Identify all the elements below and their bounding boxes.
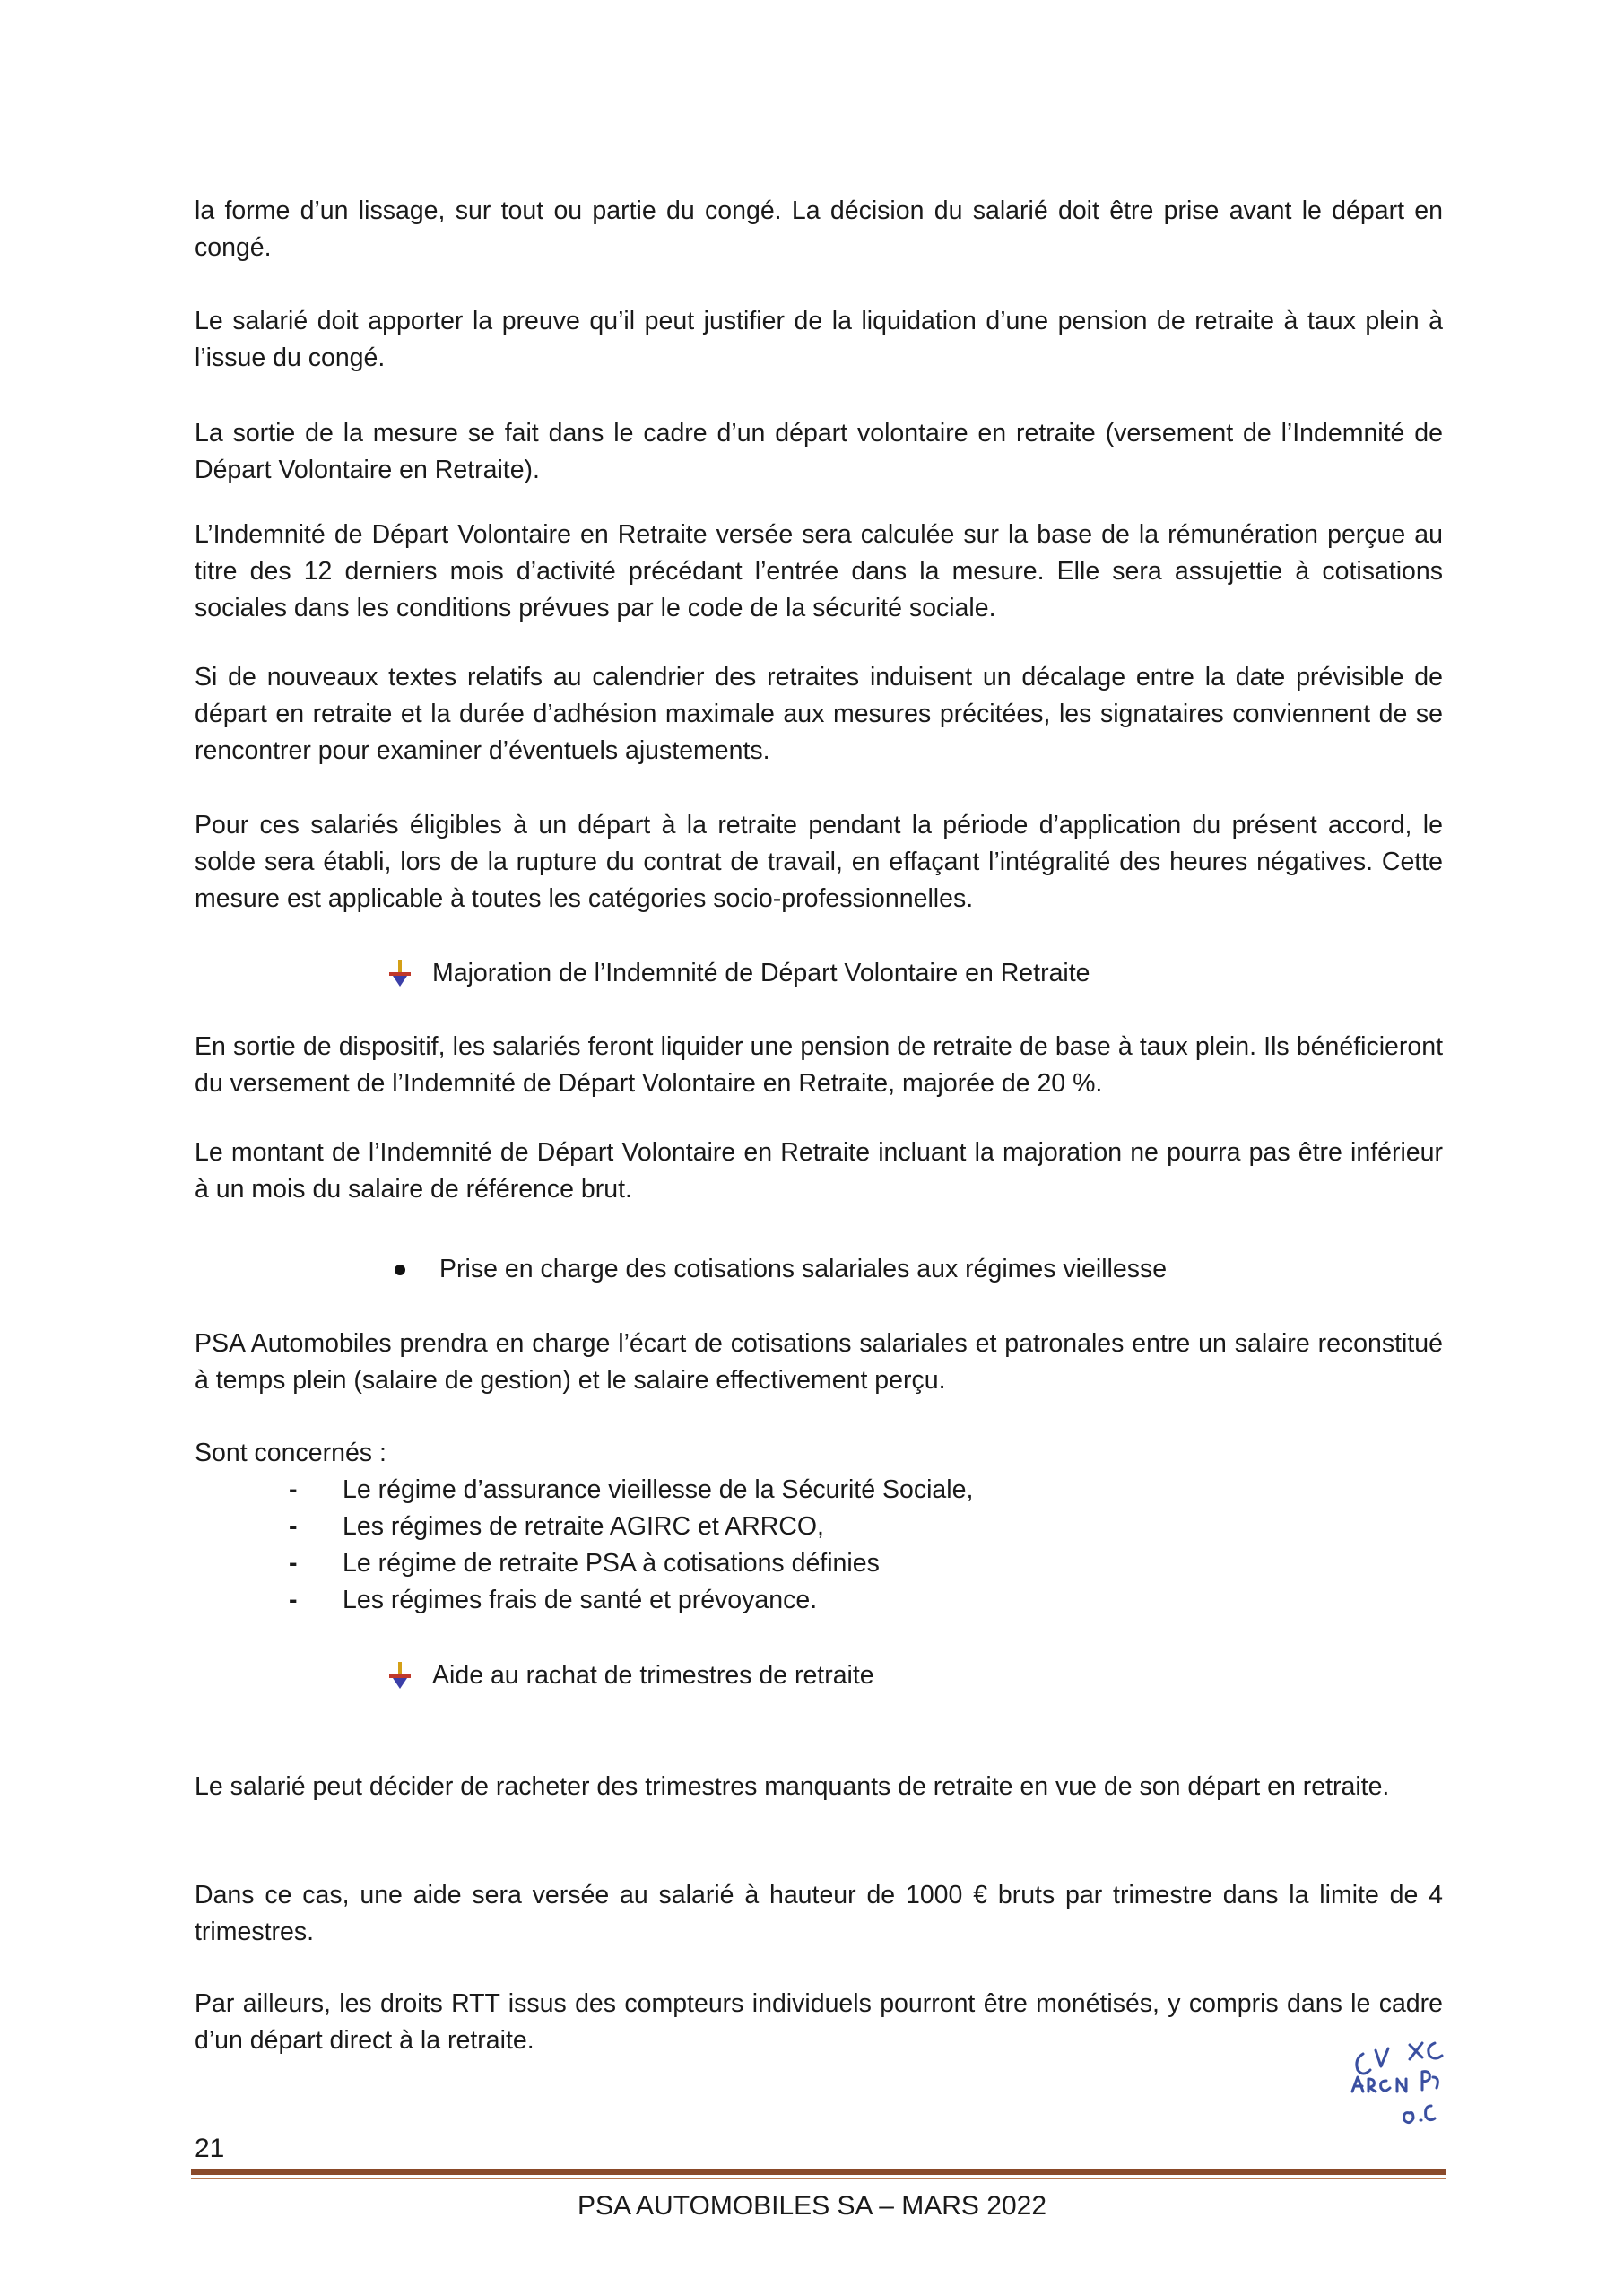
section-heading-cotisations bbox=[395, 1251, 1167, 1288]
paragraph: la forme d’un lissage, sur tout ou partie du congé. La décision du salarié doit être prise avant le départ en congé. bbox=[195, 196, 1443, 262]
paragraph: Le salarié peut décider de racheter des trimestres manquants de retraite en vue de son départ en retraite. bbox=[195, 1772, 1390, 1801]
footer-text: PSA AUTOMOBILES SA – MARS 2022 bbox=[577, 2191, 1047, 2221]
section-heading-text: Aide au rachat de trimestres de retraite bbox=[432, 1661, 874, 1690]
section-heading-text: Prise en charge des cotisations salariales aux régimes vieillesse bbox=[439, 1255, 1168, 1283]
paragraph: Le salarié doit apporter la preuve qu’il peut justifier de la liquidation d’une pension de retraite à taux plein à l’issue du congé. bbox=[195, 307, 1443, 372]
section-heading-text: Majoration de l’Indemnité de Départ Volontaire en Retraite bbox=[432, 959, 1090, 987]
handwritten-initials bbox=[1345, 2036, 1498, 2144]
section-heading-rachat bbox=[387, 1657, 874, 1694]
list-intro: Sont concernés : bbox=[195, 1439, 386, 1467]
paragraph: Par ailleurs, les droits RTT issus des compteurs individuels pourront être monétisés, y compris dans le cadre d’un départ direct à la retraite. bbox=[195, 1989, 1443, 2055]
page-number: 21 bbox=[195, 2134, 225, 2163]
list-item: - Les régimes de retraite AGIRC et ARRCO, bbox=[289, 1512, 824, 1541]
dash-list bbox=[289, 1472, 973, 1619]
paragraph: L’Indemnité de Départ Volontaire en Retraite versée sera calculée sur la base de la rémunération perçue au titre des 12 derniers mois d’activité précédant l’entrée dans la mesure. Elle sera assujettie à cotisations sociales dans les conditions prévues par le code de la sécurité sociale. bbox=[195, 520, 1443, 622]
footer-divider bbox=[191, 2169, 1446, 2175]
arrow-down-icon bbox=[387, 960, 413, 988]
paragraph: Dans ce cas, une aide sera versée au salarié à hauteur de 1000 € bruts par trimestre dans la limite de 4 trimestres. bbox=[195, 1881, 1443, 1946]
paragraph: Si de nouveaux textes relatifs au calendrier des retraites induisent un décalage entre la date prévisible de départ en retraite et la durée d’adhésion maximale aux mesures précitées, les signataires conviennent de se rencontrer pour examiner d’éventuels ajustements. bbox=[195, 663, 1443, 765]
paragraph: Pour ces salariés éligibles à un départ à la retraite pendant la période d’application du présent accord, le solde sera établi, lors de la rupture du contrat de travail, en effaçant l’intégralité des heures négatives. Cette mesure est applicable à toutes les catégories socio-professionnelles. bbox=[195, 811, 1443, 913]
list-item: - Le régime de retraite PSA à cotisations définies bbox=[289, 1549, 880, 1578]
section-heading-majoration bbox=[387, 955, 1090, 992]
bullet-icon bbox=[395, 1265, 405, 1275]
list-item: - Le régime d’assurance vieillesse de la Sécurité Sociale, bbox=[289, 1475, 974, 1504]
paragraph: Le montant de l’Indemnité de Départ Volontaire en Retraite incluant la majoration ne pourra pas être inférieur à un mois du salaire de référence brut. bbox=[195, 1138, 1443, 1204]
arrow-down-icon bbox=[387, 1662, 413, 1691]
paragraph: En sortie de dispositif, les salariés feront liquider une pension de retraite de base à taux plein. Ils bénéficieront du versement de l’Indemnité de Départ Volontaire en Retraite, majorée de 20 %. bbox=[195, 1032, 1443, 1098]
footer-divider-thin bbox=[191, 2178, 1446, 2179]
paragraph: PSA Automobiles prendra en charge l’écart de cotisations salariales et patronales entre un salaire reconstitué à temps plein (salaire de gestion) et le salaire effectivement perçu. bbox=[195, 1329, 1443, 1395]
paragraph: La sortie de la mesure se fait dans le cadre d’un départ volontaire en retraite (versement de l’Indemnité de Départ Volontaire en Retraite). bbox=[195, 419, 1443, 484]
list-item: - Les régimes frais de santé et prévoyance. bbox=[289, 1586, 818, 1614]
